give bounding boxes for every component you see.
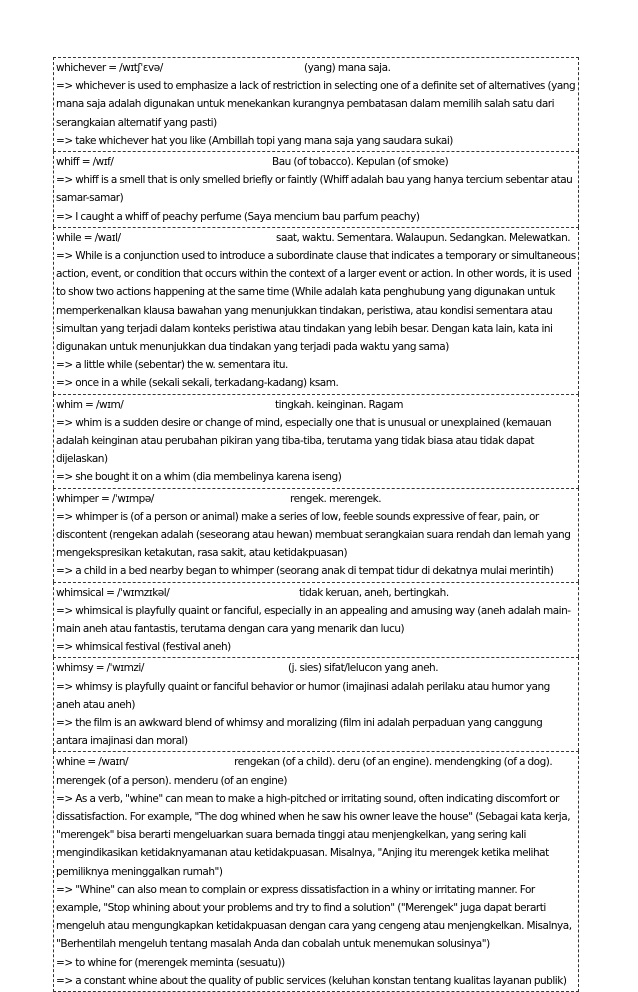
entry-definition: => whimsy is playfully quaint or fanciful behavior or humor (imajinasi adalah perilaku atau humor yang aneh atau aneh) [56, 680, 550, 711]
entry-example: => whimsical festival (festival aneh) [56, 641, 231, 654]
entry-headline [56, 59, 576, 77]
entry-term: whim = /wɪm/ [56, 398, 124, 411]
entry-meaning: rengek. merengek. [290, 492, 382, 505]
entry-example: => I caught a whiff of peachy perfume (Saya mencium bau parfum peachy) [56, 210, 420, 223]
entry-definition: => whiff is a smell that is only smelled briefly or faintly (Whiff adalah bau yang hanya tercium sebentar atau samar-samar) [56, 174, 573, 205]
entry-whimsy [53, 657, 579, 751]
entry-whimsical [53, 582, 579, 658]
entry-whim [53, 394, 579, 488]
entry-meaning: saat, waktu. Sementara. Walaupun. Sedangkan. Melewatkan. [276, 231, 571, 244]
entry-headline [56, 153, 576, 171]
entry-headline-wrapped [56, 753, 576, 789]
entry-example: => a child in a bed nearby began to whimper (seorang anak di tempat tidur di dekatnya mulai merintih) [56, 565, 554, 578]
entry-example: => a constant whine about the quality of public services (keluhan konstan tentang kualitas layanan publik) [56, 974, 567, 987]
entry-term: whimsical = /ˈwɪmzɪkəl/ [56, 586, 170, 599]
entry-while [53, 227, 579, 394]
entry-headline [56, 396, 576, 414]
entry-whichever [53, 57, 579, 151]
entry-term: whichever = /wɪtʃˈɛvə/ [56, 62, 163, 74]
entry-term: whimper = /ˈwɪmpə/ [56, 492, 154, 505]
entry-definition: => whimsical is playfully quaint or fanciful, especially in an appealing and amusing way (aneh adalah main-main aneh atau fantastis, terutama dengan cara yang menarik dan lucu) [56, 604, 571, 635]
entry-example: => the film is an awkward blend of whimsy and moralizing (film ini adalah perpaduan yang canggung antara imajinasi dan moral) [56, 717, 543, 748]
entry-meaning: tingkah. keinginan. Ragam [275, 398, 403, 411]
entry-whiff [53, 151, 579, 227]
entry-definition: => whim is a sudden desire or change of mind, especially one that is unusual or unexplained (kemauan adalah keinginan atau perubahan pikiran yang tiba-tiba, terutama yang tidak biasa atau tidak dapat dijelaskan) [56, 416, 552, 466]
entry-example: => to whine for (merengek meminta (sesuatu)) [56, 956, 285, 969]
entry-example: => a little while (sebentar) the w. sementara itu. [56, 359, 288, 372]
entry-definition: => As a verb, "whine" can mean to make a high-pitched or irritating sound, often indicating discomfort or dissatisfaction. For example, "The dog whined when he saw his owner leave the house" (Sebagai kata kerja, "merengek" bisa berarti mengeluarkan suara bernada tinggi atau menjengkelkan, yang sering kali mengindikasikan ketidaknyamanan atau ketidakpuasan. Misalnya, "Anjing itu merengek ketika melihat pemiliknya meninggalkan rumah") [56, 792, 571, 878]
dictionary-page [53, 57, 579, 992]
entry-term: while = /waɪl/ [56, 231, 121, 244]
entry-example: => she bought it on a whim (dia membelinya karena iseng) [56, 471, 342, 484]
entry-headline [56, 229, 576, 247]
entry-term: whiff = /wɪf/ [56, 156, 114, 168]
entry-definition: => whichever is used to emphasize a lack of restriction in selecting one of a definite set of alternatives (yang mana saja adalah digunakan untuk menekankan kurangnya pembatasan dalam memilih salah satu dari serangkaian alternatif yang pasti) [56, 80, 576, 129]
entry-definition: => While is a conjunction used to introduce a subordinate clause that indicates a temporary or simultaneous action, event, or condition that occurs within the context of a larger event or action. In other words, it is used to show two actions happening at the same time (While adalah kata penghubung yang digunakan untuk memperkenalkan klausa bawahan yang menunjukkan tindakan, peristiwa, atau kondisi sementara atau simultan yang terjadi dalam konteks peristiwa atau tindakan yang lebih besar. Dengan kata lain, kata ini digunakan untuk menunjukkan dua tindakan yang terjadi pada waktu yang sama) [56, 249, 576, 353]
entry-whimper [53, 488, 579, 582]
entry-headline [56, 490, 576, 508]
entry-term: whimsy = /ˈwɪmzi/ [56, 662, 144, 675]
entry-meaning: tidak keruan, aneh, bertingkah. [299, 586, 449, 599]
entry-term: whine = /waɪn/ [56, 756, 129, 769]
entry-meaning: Bau (of tobacco). Kepulan (of smoke) [272, 156, 449, 168]
entry-meaning: (j. sies) sifat/lelucon yang aneh. [288, 662, 439, 675]
entry-example: => take whichever hat you like (Ambillah topi yang mana saja yang saudara sukai) [56, 134, 453, 147]
entry-whine [53, 751, 579, 992]
entry-headline [56, 659, 576, 677]
entry-definition: => "Whine" can also mean to complain or express dissatisfaction in a whiny or irritating manner. For example, "Stop whining about your problems and try to find a solution" ("Merengek" juga dapat berarti mengeluh atau mengungkapkan ketidakpuasan dengan cara yang cengeng atau menjengkelkan. Misalnya, "Berhentilah mengeluh tentang masalah Anda dan cobalah untuk menemukan solusinya") [56, 883, 572, 951]
entry-meaning: (yang) mana saja. [304, 62, 391, 74]
entry-definition: => whimper is (of a person or animal) make a series of low, feeble sounds expressive of fear, pain, or discontent (rengekan adalah (seseorang atau hewan) membuat serangkaian suara rendah dan lemah yang mengekspresikan ketakutan, rasa sakit, atau ketidakpuasan) [56, 510, 571, 560]
entry-example: => once in a while (sekali sekali, terkadang-kadang) ksam. [56, 377, 339, 390]
entry-meaning: rengekan (of a child). deru (of an engine). mendengking (of a dog). merengek (of a person). menderu (of an engine) [56, 756, 553, 787]
entry-headline [56, 584, 576, 602]
